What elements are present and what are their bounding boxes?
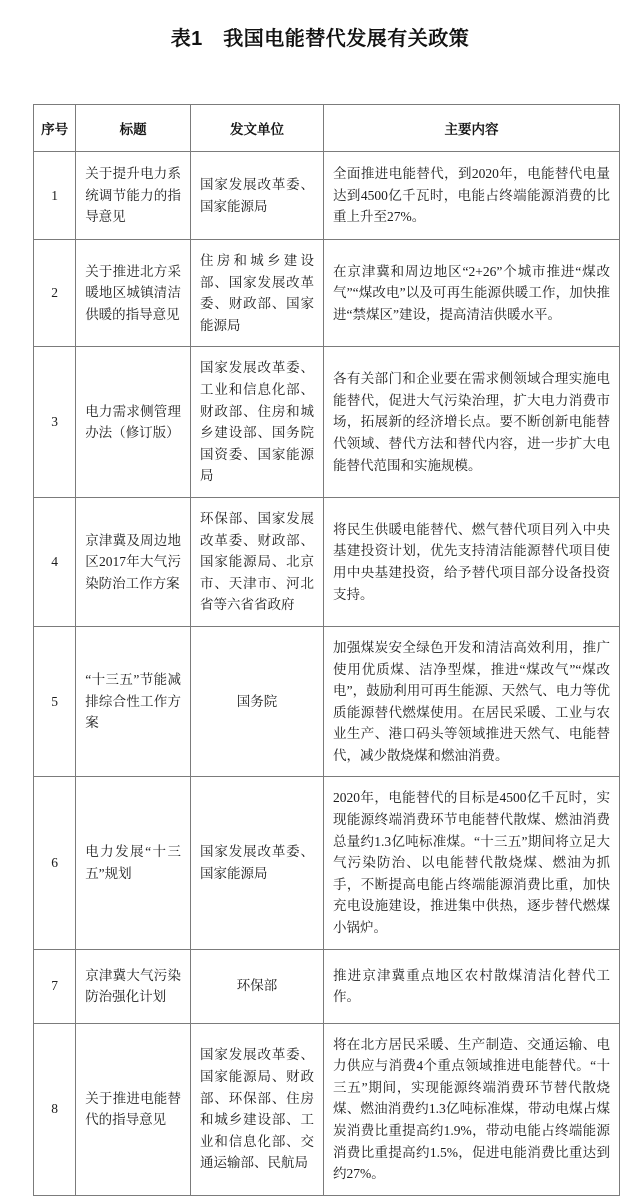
table-row [34, 949, 620, 1023]
table-title: 表1 我国电能替代发展有关政策 [170, 28, 470, 50]
cell-title: 电力发展“十三五”规划 [76, 777, 191, 949]
table-row [34, 626, 620, 777]
cell-title: 关于推进北方采暖地区城镇清洁供暖的指导意见 [76, 240, 191, 347]
cell-unit: 国家发展改革委、工业和信息化部、财政部、住房和城乡建设部、国务院国资委、国家能源局 [191, 347, 324, 498]
cell-title: 京津冀及周边地区2017年大气污染防治工作方案 [76, 497, 191, 626]
cell-no: 2 [34, 240, 76, 347]
cell-unit: 住房和城乡建设部、国家发展改革委、财政部、国家能源局 [191, 240, 324, 347]
cell-unit: 国家发展改革委、国家能源局、财政部、环保部、住房和城乡建设部、工业和信息化部、交通运输部、民航局 [191, 1023, 324, 1195]
table-row [34, 497, 620, 626]
cell-no: 3 [34, 347, 76, 498]
cell-no: 1 [34, 152, 76, 240]
cell-content: 加强煤炭安全绿色开发和清洁高效利用，推广使用优质煤、洁净型煤，推进“煤改气”“煤改电”，鼓励利用可再生能源、天然气、电力等优质能源替代燃煤使用。在居民采暖、工业与农业生产、港口码头等领域推进天然气、电能替代，减少散烧煤和燃油消费。 [324, 626, 620, 777]
header-content: 主要内容 [324, 105, 620, 152]
cell-content: 全面推进电能替代，到2020年，电能替代电量达到4500亿千瓦时，电能占终端能源消费的比重上升至27%。 [324, 152, 620, 240]
table-row [34, 240, 620, 347]
cell-no: 7 [34, 949, 76, 1023]
table-header-row [34, 105, 620, 152]
cell-no: 4 [34, 497, 76, 626]
header-no: 序号 [34, 105, 76, 152]
cell-title: 京津冀大气污染防治强化计划 [76, 949, 191, 1023]
table-row [34, 347, 620, 498]
table-row [34, 152, 620, 240]
cell-unit: 国家发展改革委、国家能源局 [191, 152, 324, 240]
cell-no: 6 [34, 777, 76, 949]
cell-content: 各有关部门和企业要在需求侧领域合理实施电能替代，促进大气污染治理，扩大电力消费市场，拓展新的经济增长点。要不断创新电能替代领域、替代方法和替代内容，进一步扩大电能替代范围和实施规模。 [324, 347, 620, 498]
cell-unit: 环保部 [191, 949, 324, 1023]
header-title: 标题 [76, 105, 191, 152]
cell-title: 关于提升电力系统调节能力的指导意见 [76, 152, 191, 240]
header-unit: 发文单位 [191, 105, 324, 152]
cell-unit: 国家发展改革委、国家能源局 [191, 777, 324, 949]
cell-content: 将民生供暖电能替代、燃气替代项目列入中央基建投资计划，优先支持清洁能源替代项目使用中央基建投资，给予替代项目部分设备投资支持。 [324, 497, 620, 626]
cell-title: “十三五”节能减排综合性工作方案 [76, 626, 191, 777]
policy-table-body [34, 152, 620, 1196]
cell-no: 5 [34, 626, 76, 777]
cell-no: 8 [34, 1023, 76, 1195]
cell-unit: 环保部、国家发展改革委、财政部、国家能源局、北京市、天津市、河北省等六省省政府 [191, 497, 324, 626]
cell-content: 在京津冀和周边地区“2+26”个城市推进“煤改气”“煤改电”以及可再生能源供暖工作，加快推进“禁煤区”建设，提高清洁供暖水平。 [324, 240, 620, 347]
cell-content: 推进京津冀重点地区农村散煤清洁化替代工作。 [324, 949, 620, 1023]
table-row [34, 777, 620, 949]
cell-content: 将在北方居民采暖、生产制造、交通运输、电力供应与消费4个重点领域推进电能替代。“十三五”期间，实现能源终端消费环节替代散烧煤、燃油消费约1.3亿吨标准煤，带动电煤占煤炭消费比重提高约1.9%，带动电能占终端能源消费比重提高约1.5%，促进电能消费比重达到约27%。 [324, 1023, 620, 1195]
table-row [34, 1023, 620, 1195]
cell-unit: 国务院 [191, 626, 324, 777]
policy-table [33, 104, 620, 1196]
cell-content: 2020年，电能替代的目标是4500亿千瓦时，实现能源终端消费环节电能替代散煤、燃油消费总量约1.3亿吨标准煤。“十三五”期间将立足大气污染防治、以电能替代散烧煤、燃油为抓手，不断提高电能占终端能源消费比重，加快充电设施建设，推进集中供热，逐步替代燃煤小锅炉。 [324, 777, 620, 949]
cell-title: 关于推进电能替代的指导意见 [76, 1023, 191, 1195]
cell-title: 电力需求侧管理办法（修订版） [76, 347, 191, 498]
table-container [33, 104, 620, 1196]
